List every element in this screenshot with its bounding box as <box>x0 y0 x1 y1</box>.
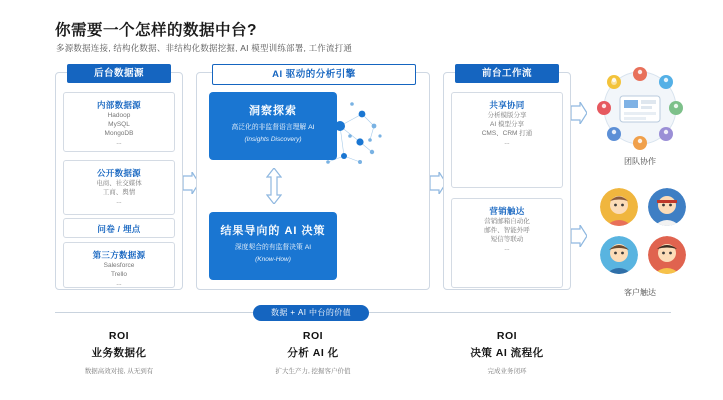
card-title: 第三方数据源 <box>92 250 146 260</box>
card-internal-data-source[interactable] <box>63 92 175 152</box>
avatar <box>648 188 686 226</box>
box-title: 洞察探索 <box>249 105 297 117</box>
card-line: ... <box>504 245 510 252</box>
card-survey-tracking[interactable] <box>63 218 175 238</box>
roi-title: 分析 AI 化 <box>287 347 339 359</box>
team-collaboration-illustration <box>592 62 688 154</box>
box-title: 结果导向的 AI 决策 <box>220 225 326 237</box>
card-line: 营销邮箱自动化 <box>484 218 530 225</box>
roi-title: 业务数据化 <box>91 347 147 359</box>
box-subtitle: 深度契合的有监督决策 AI <box>234 244 312 251</box>
arrow-to-customer <box>571 225 587 247</box>
card-line: MongoDB <box>104 130 134 137</box>
card-line: MySQL <box>108 121 130 128</box>
ai-decision-box[interactable] <box>209 212 337 280</box>
card-title: 公开数据源 <box>96 168 141 178</box>
ai-engine-header: AI 驱动的分析引擎 <box>212 64 416 85</box>
roi-label: ROI <box>302 330 324 342</box>
card-line: Trello <box>110 271 127 278</box>
card-line: 短信等联动 <box>490 236 524 243</box>
card-third-party-data-source[interactable] <box>63 242 175 288</box>
page-subtitle: 多源数据连接, 结构化数据、非结构化数据挖掘, AI 模型训练部署, 工作流打通 <box>56 43 353 53</box>
insights-discovery-box[interactable] <box>209 92 337 160</box>
card-line: 工商、舆情 <box>102 189 136 196</box>
roi-note: 扩大生产力, 挖掘客户价值 <box>275 368 351 375</box>
roi-title: 决策 AI 流程化 <box>470 347 544 359</box>
card-line: Salesforce <box>103 262 135 269</box>
card-title: 问卷 / 埋点 <box>97 224 141 234</box>
card-line: ... <box>116 280 122 287</box>
customer-caption: 客户触达 <box>624 288 656 297</box>
card-line: 电商、社交媒体 <box>96 180 142 187</box>
team-caption: 团队协作 <box>624 157 656 166</box>
card-line: Hadoop <box>107 112 131 119</box>
card-line: ... <box>116 198 122 205</box>
roi-label: ROI <box>108 330 130 342</box>
card-public-data-source[interactable] <box>63 160 175 215</box>
card-line: ... <box>116 139 122 146</box>
roi-label: ROI <box>496 330 518 342</box>
box-subtitle: 高泛化的非监督语言理解 AI <box>231 124 315 131</box>
roi-note: 数据高效对接, 从无到有 <box>84 368 154 375</box>
backend-data-header: 后台数据源 <box>67 64 171 83</box>
card-line: 分析模版分享 <box>487 112 527 119</box>
card-title: 共享协同 <box>489 100 525 110</box>
bidirectional-arrow-icon <box>266 168 282 204</box>
box-english: (Insights Discovery) <box>244 135 302 143</box>
card-line: 邮件、智能外呼 <box>484 227 530 234</box>
roi-business-data <box>39 330 199 375</box>
frontend-workflow-header: 前台工作流 <box>455 64 559 83</box>
card-title: 内部数据源 <box>96 100 141 110</box>
card-title: 营销触达 <box>489 206 525 216</box>
card-line: ... <box>504 139 510 146</box>
card-marketing-reach[interactable] <box>451 198 563 288</box>
avatar <box>600 236 638 274</box>
avatar <box>648 236 686 274</box>
roi-analysis-ai <box>233 330 393 375</box>
roi-note: 完成业务闭环 <box>487 368 527 375</box>
box-english: (Know-How) <box>255 255 291 263</box>
value-pill: 数据 + AI 中台的价值 <box>253 305 369 321</box>
page-title: 你需要一个怎样的数据中台? <box>55 22 257 39</box>
roi-decision-ai <box>427 330 587 375</box>
arrow-to-team <box>571 102 587 124</box>
card-line: CMS、CRM 打通 <box>481 130 533 137</box>
card-shared-collaboration[interactable] <box>451 92 563 188</box>
avatar <box>600 188 638 226</box>
card-line: AI 模型分享 <box>490 121 524 128</box>
